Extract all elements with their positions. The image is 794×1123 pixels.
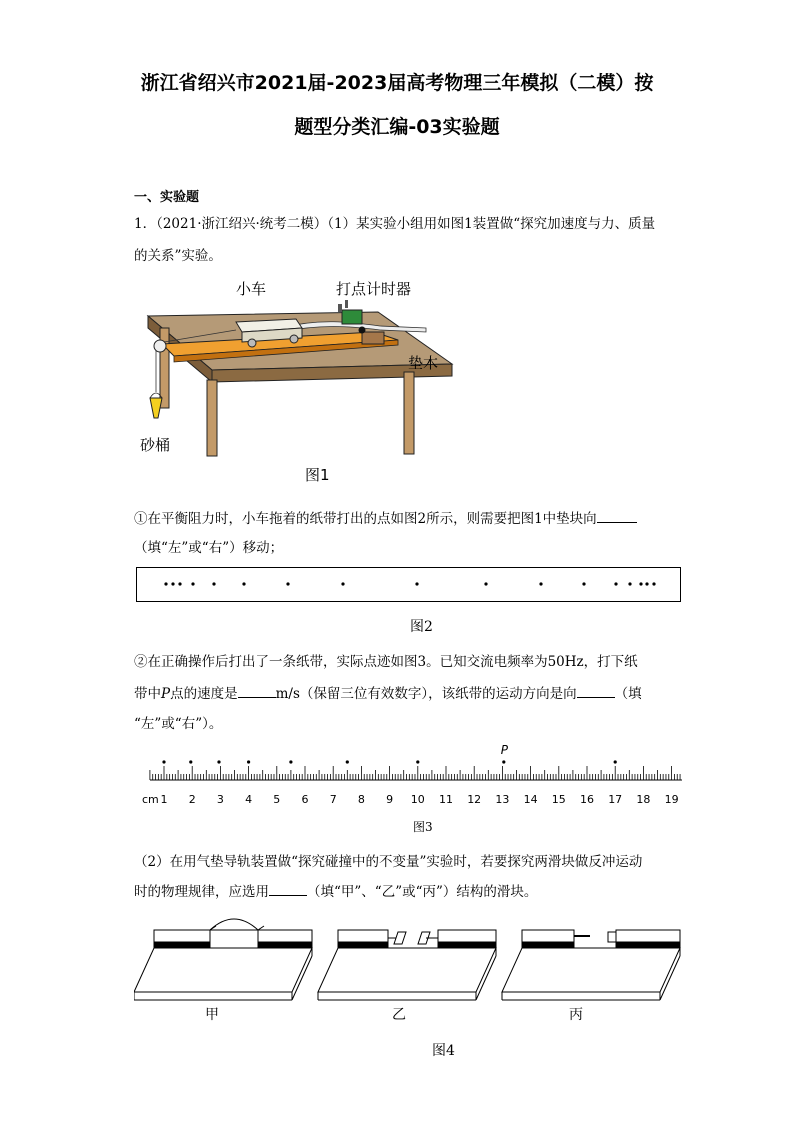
figure4-caption: 图4 [432,1043,455,1059]
tape-dot [171,582,174,585]
figure3-caption: 图3 [413,820,433,834]
tape-dot [582,582,585,585]
tape-dot [242,582,245,585]
answer-blank-4[interactable] [269,883,307,896]
tape-dot [247,760,250,763]
ruler-number: 18 [636,793,651,806]
figure2-caption: 图2 [410,619,433,635]
label-block: 垫木 [408,354,439,372]
answer-blank-2[interactable] [238,685,276,698]
tape-dot [416,760,419,763]
ruler-number: 1 [160,793,168,806]
tape-dot [289,760,292,763]
part3-line1: （2）在用气垫导轨装置做“探究碰撞中的不变量”实验时，若要探究两滑块做反冲运动 [134,854,643,870]
figure4-label-yi: 乙 [392,1007,406,1023]
document-title-line2: 题型分类汇编-03实验题 [294,116,500,138]
tape-dot [652,582,655,585]
tape-dot [614,582,617,585]
document-title-line1: 浙江省绍兴市2021届-2023届高考物理三年模拟（二模）按 [140,72,654,94]
tape-dot [164,582,167,585]
ruler-number: 5 [273,793,281,806]
label-car: 小车 [236,280,267,298]
part3-line2: 时的物理规律，应选用 （填“甲”、“乙”或“丙”）结构的滑块。 [134,884,538,900]
answer-blank-1[interactable] [597,510,637,523]
tape-dot [614,760,617,763]
ruler-number: 11 [439,793,453,806]
tape-dot [212,582,215,585]
ruler-number: 14 [523,793,538,806]
ruler-number: 10 [410,793,425,806]
answer-blank-3[interactable] [577,685,615,698]
point-p-label: P [500,743,509,757]
ruler-number: 19 [664,793,679,806]
figure3-ruler [130,740,690,810]
figure4-label-jia: 甲 [205,1007,219,1023]
ruler-number: 3 [216,793,224,806]
tape-dot [191,582,194,585]
section-heading: 一、实验题 [134,190,200,205]
figure4-label-bing: 丙 [569,1007,583,1023]
tape-dot [415,582,418,585]
part2-line3: “左”或“右”）。 [134,716,223,732]
ruler-number: 16 [580,793,594,806]
tape-dot [628,582,631,585]
tape-dot [346,760,349,763]
slider-jia [134,919,312,1000]
ruler-number: 13 [495,793,510,806]
ruler-number: 4 [245,793,253,806]
tape-dot [341,582,344,585]
ruler-unit: cm [142,793,159,806]
tape-dot [645,582,648,585]
ruler-number: 2 [188,793,196,806]
slider-yi [318,930,496,1000]
tape-dot [484,582,487,585]
ruler-number: 17 [608,793,623,806]
slider-bing [502,930,680,1000]
ruler-number: 8 [357,793,365,806]
label-timer: 打点计时器 [336,280,412,298]
part1-line2: （填“左”或“右”）移动； [134,540,284,556]
figure1-apparatus [130,272,470,462]
figure4-sliders [134,912,684,1012]
label-bucket: 砂桶 [140,436,171,454]
ruler-number: 9 [386,793,394,806]
tape-dot [286,582,289,585]
tape-dot [178,582,181,585]
part1-line1: ①在平衡阻力时，小车拖着的纸带打出的点如图2所示，则需要把图1中垫块向 [134,507,637,527]
question1-line2: 的关系”实验。 [134,248,222,264]
tape-dot [639,582,642,585]
tape-dot [217,760,220,763]
figure1-caption: 图1 [305,466,330,484]
part2-line1: ②在正确操作后打出了一条纸带，实际点迹如图3。已知交流电频率为50Hz，打下纸 [134,654,638,670]
question1-line1: 1．（2021·浙江绍兴·统考二模）（1）某实验小组用如图1装置做“探究加速度与力、质量 [134,216,656,232]
tape-dot [162,760,165,763]
part2-line2: 带中P点的速度是 m/s（保留三位有效数字），该纸带的运动方向是向 （填 [134,686,642,702]
ruler-number: 6 [301,793,309,806]
ruler-number: 7 [329,793,337,806]
tape-dot [502,760,505,763]
tape-dot [189,760,192,763]
tape-dot [539,582,542,585]
ruler-number: 12 [467,793,482,806]
figure2-tape [136,567,682,603]
ruler-number: 15 [551,793,566,806]
